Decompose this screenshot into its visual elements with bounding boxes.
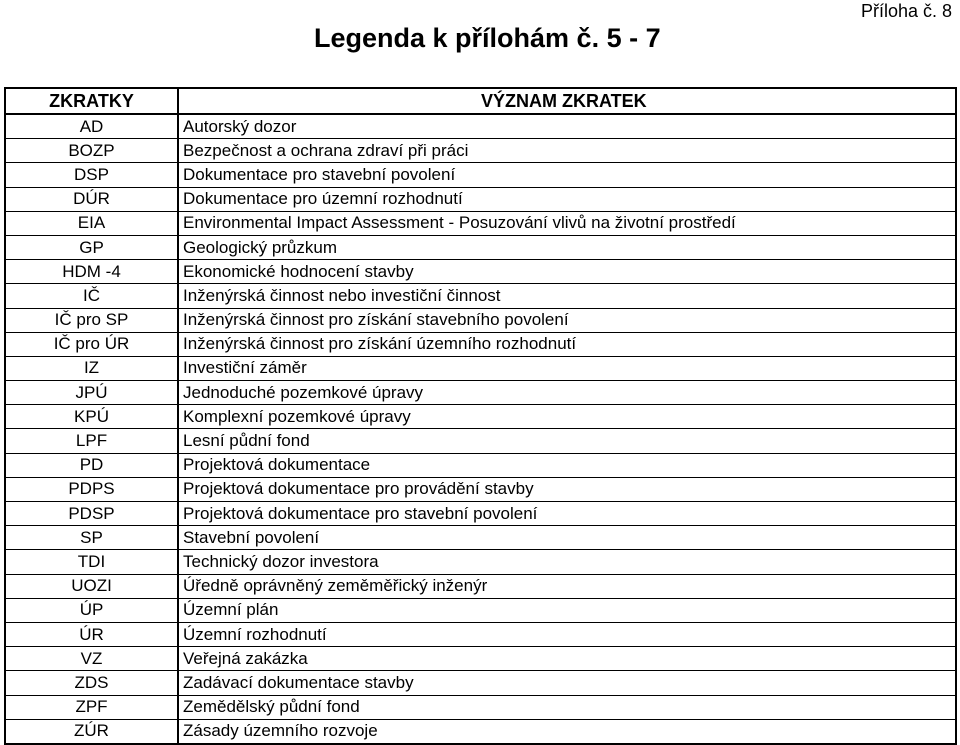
abbreviation-cell: GP (5, 235, 178, 259)
abbreviation-cell: PDPS (5, 477, 178, 501)
meaning-cell: Lesní půdní fond (178, 429, 956, 453)
meaning-cell: Geologický průzkum (178, 235, 956, 259)
table-row (5, 114, 956, 139)
abbreviation-cell: DÚR (5, 187, 178, 211)
table-row (5, 477, 956, 501)
table-row (5, 695, 956, 719)
meaning-cell: Inženýrská činnost pro získání územního rozhodnutí (178, 332, 956, 356)
table-row (5, 429, 956, 453)
meaning-cell: Územní plán (178, 598, 956, 622)
table-row (5, 260, 956, 284)
table-row (5, 526, 956, 550)
table-row (5, 719, 956, 744)
table-row (5, 332, 956, 356)
abbreviation-cell: AD (5, 114, 178, 139)
meaning-cell: Projektová dokumentace pro stavební povolení (178, 502, 956, 526)
meaning-cell: Územní rozhodnutí (178, 622, 956, 646)
abbreviation-cell: ÚP (5, 598, 178, 622)
meaning-cell: Zemědělský půdní fond (178, 695, 956, 719)
meaning-cell: Inženýrská činnost pro získání stavebního povolení (178, 308, 956, 332)
meaning-cell: Stavební povolení (178, 526, 956, 550)
meaning-cell: Projektová dokumentace (178, 453, 956, 477)
abbreviation-cell: ZÚR (5, 719, 178, 744)
attachment-label: Příloha č. 8 (860, 1, 952, 21)
table-row (5, 647, 956, 671)
abbreviation-cell: SP (5, 526, 178, 550)
table-row (5, 284, 956, 308)
table-body (5, 114, 956, 744)
meaning-cell: Zadávací dokumentace stavby (178, 671, 956, 695)
meaning-cell: Komplexní pozemkové úpravy (178, 405, 956, 429)
table-row (5, 550, 956, 574)
abbreviation-cell: IČ (5, 284, 178, 308)
table-row (5, 139, 956, 163)
table-row (5, 574, 956, 598)
meaning-column-header: VÝZNAM ZKRATEK (178, 88, 956, 114)
meaning-cell: Inženýrská činnost nebo investiční činnost (178, 284, 956, 308)
meaning-cell: Jednoduché pozemkové úpravy (178, 381, 956, 405)
meaning-cell: Investiční záměr (178, 356, 956, 380)
table-row (5, 671, 956, 695)
abbreviation-cell: JPÚ (5, 381, 178, 405)
table-row (5, 211, 956, 235)
meaning-cell: Projektová dokumentace pro provádění stavby (178, 477, 956, 501)
abbreviation-cell: IČ pro SP (5, 308, 178, 332)
abbreviation-legend-table (4, 87, 957, 745)
abbreviation-cell: PDSP (5, 502, 178, 526)
meaning-cell: Dokumentace pro územní rozhodnutí (178, 187, 956, 211)
meaning-cell: Zásady územního rozvoje (178, 719, 956, 744)
table-row (5, 187, 956, 211)
abbreviation-cell: ÚR (5, 622, 178, 646)
table-row (5, 622, 956, 646)
table-row (5, 356, 956, 380)
table-row (5, 502, 956, 526)
page-title: Legenda k přílohám č. 5 - 7 (314, 23, 661, 53)
abbreviation-cell: ZPF (5, 695, 178, 719)
meaning-cell: Environmental Impact Assessment - Posuzování vlivů na životní prostředí (178, 211, 956, 235)
table-header-row (5, 88, 956, 114)
abbreviation-cell: ZDS (5, 671, 178, 695)
meaning-cell: Veřejná zakázka (178, 647, 956, 671)
table-row (5, 163, 956, 187)
meaning-cell: Technický dozor investora (178, 550, 956, 574)
abbreviation-cell: KPÚ (5, 405, 178, 429)
abbreviation-cell: VZ (5, 647, 178, 671)
abbreviation-cell: EIA (5, 211, 178, 235)
meaning-cell: Ekonomické hodnocení stavby (178, 260, 956, 284)
abbreviation-cell: TDI (5, 550, 178, 574)
abbreviation-cell: BOZP (5, 139, 178, 163)
abbreviation-cell: DSP (5, 163, 178, 187)
table-row (5, 235, 956, 259)
abbreviation-cell: UOZI (5, 574, 178, 598)
table-row (5, 405, 956, 429)
meaning-cell: Bezpečnost a ochrana zdraví při práci (178, 139, 956, 163)
abbreviation-cell: LPF (5, 429, 178, 453)
abbreviation-cell: IZ (5, 356, 178, 380)
abbreviation-column-header: ZKRATKY (5, 88, 178, 114)
abbreviation-cell: PD (5, 453, 178, 477)
abbreviation-cell: IČ pro ÚR (5, 332, 178, 356)
abbreviation-cell: HDM -4 (5, 260, 178, 284)
table-row (5, 308, 956, 332)
meaning-cell: Autorský dozor (178, 114, 956, 139)
table-row (5, 453, 956, 477)
meaning-cell: Dokumentace pro stavební povolení (178, 163, 956, 187)
table-row (5, 598, 956, 622)
table-row (5, 381, 956, 405)
meaning-cell: Úředně oprávněný zeměměřický inženýr (178, 574, 956, 598)
